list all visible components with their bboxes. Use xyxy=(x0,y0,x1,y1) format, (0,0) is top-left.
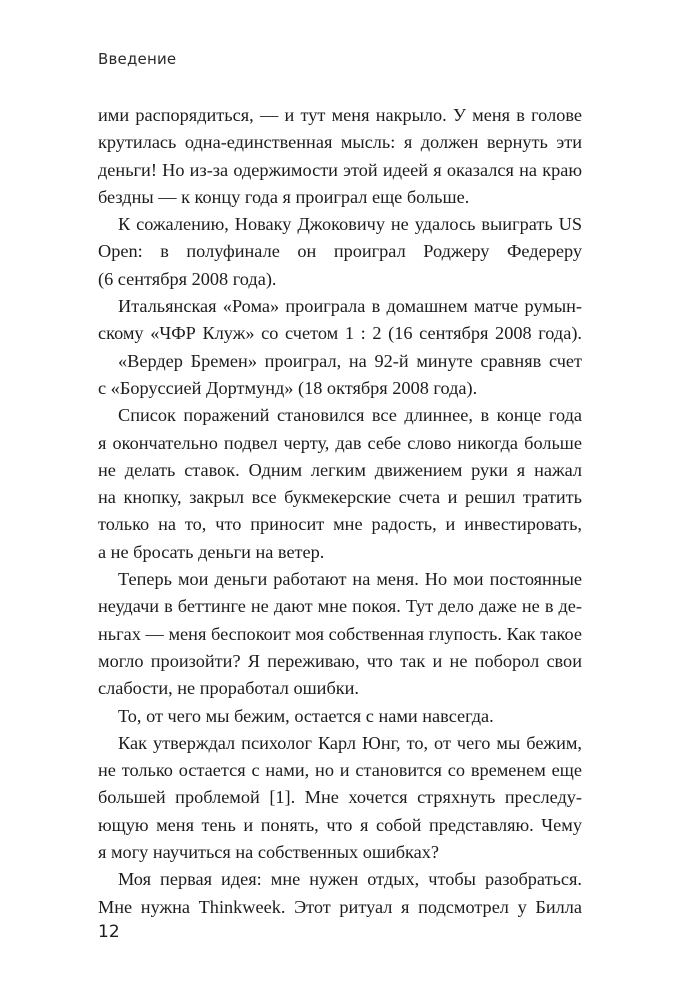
paragraph-cont xyxy=(98,621,582,648)
paragraph xyxy=(98,866,582,893)
text-line: слабости, не проработал ошибки. xyxy=(98,678,359,699)
text-line: К сожалению, Новаку Джоковичу не удалось выиграть xyxy=(118,214,553,235)
paragraph-end xyxy=(98,539,582,566)
text-line: большей проблемой [1]. Мне хочется стряхнуть преследу- xyxy=(98,787,582,808)
text-line: «Вердер Бремен» проиграл, на 92-й минуте сравняв счет xyxy=(118,350,582,371)
paragraph xyxy=(98,211,582,266)
paragraph-cont xyxy=(98,757,582,784)
text-line: ющую меня тень и понять, что я собой представляю. Чему xyxy=(98,814,582,835)
paragraph-end xyxy=(98,320,582,347)
page-number: 12 xyxy=(98,922,120,942)
paragraph xyxy=(98,102,582,184)
text-line: а не бросать деньги на ветер. xyxy=(98,541,325,562)
paragraph-cont xyxy=(98,648,582,675)
text-line: Мне нужна Thinkweek. Этот ритуал я подсмотрел у Билла xyxy=(98,896,582,917)
paragraph-end xyxy=(98,839,582,866)
text-line: неудачи в беттинге не дают мне покоя. Тут дело даже не в де- xyxy=(98,596,582,617)
running-header: Введение xyxy=(98,50,177,68)
text-line: могло произойти? Я переживаю, что так и не поборол свои xyxy=(98,650,582,671)
text-line: (6 сентября 2008 года). xyxy=(98,268,277,289)
paragraph-cont xyxy=(98,457,582,484)
body-text xyxy=(98,102,582,921)
text-line: ими распорядиться, — и тут меня накрыло. У меня в голове xyxy=(98,105,582,125)
paragraph xyxy=(98,566,582,593)
text-line: не только остается с нами, но и становится со временем еще xyxy=(98,760,582,781)
text-line: скому «ЧФР Клуж» со счетом 1 : 2 (16 сентября 2008 года). xyxy=(98,323,582,344)
text-line: на кнопку, закрыл все букмекерские счета и решил тратить xyxy=(98,487,582,508)
paragraph-end xyxy=(98,184,582,211)
paragraph xyxy=(98,293,582,320)
text-line: Моя первая идея: мне нужен отдых, чтобы разобраться. xyxy=(118,869,582,890)
paragraph xyxy=(98,730,582,757)
text-line: ньгах — меня беспокоит моя собственная глупость. Как такое xyxy=(98,623,582,644)
text-line: только на то, что приносит мне радость, и инвестировать, xyxy=(98,514,582,535)
text-line: То, от чего мы бежим, остается с нами навсегда. xyxy=(118,705,494,726)
paragraph-end xyxy=(98,266,582,293)
paragraph-end xyxy=(98,675,582,702)
paragraph xyxy=(98,402,582,429)
paragraph-cont xyxy=(98,593,582,620)
paragraph-cont xyxy=(98,894,582,921)
paragraph xyxy=(98,348,582,375)
text-line: бездны — к концу года я проиграл еще больше. xyxy=(98,186,470,207)
text-line: крутилась одна-единственная мысль: я должен вернуть эти xyxy=(98,132,582,153)
paragraph-cont xyxy=(98,511,582,538)
text-line: деньги! Но из-за одержимости этой идеей я оказался на краю xyxy=(98,159,582,180)
text-line: Как утверждал психолог Карл Юнг, то, от чего мы бежим, xyxy=(118,732,582,753)
text-line: я могу научиться на собственных ошибках? xyxy=(98,842,440,863)
text-line: не делать ставок. Одним легким движением руки я нажал xyxy=(98,459,582,480)
text-line: US Open: в полуфинале он проиграл Роджеру Федереру xyxy=(98,214,582,262)
text-line: я окончательно подвел черту, дав себе слово никогда больше xyxy=(98,432,582,453)
text-line: Теперь мои деньги работают на меня. Но мои постоянные xyxy=(118,569,582,590)
text-line: с «Боруссией Дортмунд» (18 октября 2008 года). xyxy=(98,377,478,398)
text-line: Итальянская «Рома» проиграла в домашнем матче румын- xyxy=(118,296,582,317)
paragraph-cont xyxy=(98,430,582,457)
text-line: Список поражений становился все длиннее, в конце года xyxy=(118,405,582,426)
paragraph-cont xyxy=(98,484,582,511)
paragraph-cont xyxy=(98,784,582,811)
paragraph-end xyxy=(98,375,582,402)
paragraph xyxy=(98,703,582,730)
paragraph-cont xyxy=(98,812,582,839)
